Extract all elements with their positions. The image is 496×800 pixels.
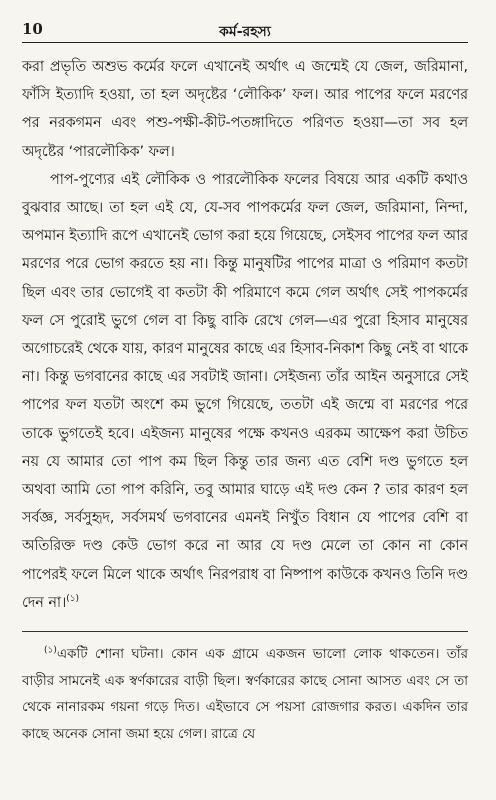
- footnote-reference: (১): [66, 594, 80, 605]
- paragraph-2-text: পাপ-পুণ্যের এই লৌকিক ও পারলৌকিক ফলের বিষয়ে আর একটি কথাও বুঝবার আছে। তা হল এই যে, যে-সব পাপকর্মের ফল জেল, জরিমানা, নিন্দা, অপমান ইত্যাদি রূপে এখানেই ভোগ করা হয়ে গিয়েছে, সেইসব পাপের ফল আর মরণের পরে ভোগ করতে হয় না। কিন্তু মানুষটির পাপের মাত্রা ও পরিমাণ কতটা ছিল এবং তার ভোগেই বা কতটা কী পরিমাণে কমে গেল অর্থাৎ সেই পাপকর্মের ফল সে পুরোই ভুগে গেল বা কিছু বাকি রেখে গেল—এর পুরো হিসাব মানুষের অগোচরেই থেকে যায়, কারণ মানুষের কাছে এর হিসাব-নিকাশ কিছু নেই বা থাকে না। কিন্তু ভগবানের কাছে এর সবটাই জানা। সেইজন্য তাঁর আইন অনুসারে সেই পাপের ফল যতটা অংশে কম ভুগে গিয়েছে, ততটা এই জন্মে বা মরণের পরে তাকে ভুগতেই হবে। এইজন্য মানুষের পক্ষে কখনও এরকম আক্ষেপ করা উচিত নয় যে আমার তো পাপ কম ছিল কিন্তু তার জন্য এত বেশি দণ্ড ভুগতে হল অথবা আমি তো পাপ করিনি, তবু আমার ঘাড়ে এই দণ্ড কেন ? তার কারণ হল সর্বজ্ঞ, সর্বসুহৃদ, সর্বসমর্থ ভগবানের এমনই নিখুঁত বিধান যে পাপের বেশি বা অতিরিক্ত দণ্ড কেউ ভোগ করে না আর যে দণ্ড মেলে তা কোন না কোন পাপেরই ফলে মিলে থাকে অর্থাৎ নিরপরাধ বা নিষ্পাপ কাউকে কখনও তিনি দণ্ড দেন না।: [22, 171, 468, 611]
- footnote: [22, 642, 468, 748]
- footnote-text: একটি শোনা ঘটনা। কোন এক গ্রামে একজন ভালো লোক থাকতেন। তাঁর বাড়ীর সামনেই এক স্বর্ণকারের বাড়ী ছিল। স্বর্ণকারের কাছে সোনা আসত এবং সে তা থেকে নানারকম গয়না গড়ে দিত। এইভাবে সে পয়সা রোজগার করত। একদিন তার কাছে অনেক সোনা জমা হয়ে গেল। রাত্রে যে: [22, 647, 468, 742]
- paragraph-1: করা প্রভৃতি অশুভ কর্মের ফলে এখানেই অর্থাৎ এ জন্মেই যে জেল, জরিমানা, ফাঁসি ইত্যাদি হওয়া, তা হল অদৃষ্টের ‘লৌকিক’ ফল। আর পাপের ফলে মরণের পর নরকগমন এবং পশু-পক্ষী-কীট-পতঙ্গাদিতে পরিণত হওয়া—তা সব হল অদৃষ্টের ‘পারলৌকিক’ ফল।: [22, 59, 468, 160]
- page-header: [22, 18, 468, 43]
- running-title: কর্ম-রহস্য: [219, 24, 271, 40]
- paragraph-2: [22, 166, 468, 617]
- footnote-marker: (১): [44, 645, 57, 656]
- book-page: [22, 18, 468, 788]
- footnote-divider: [22, 631, 468, 632]
- body-text: [22, 53, 468, 617]
- page-number: 10: [22, 20, 43, 38]
